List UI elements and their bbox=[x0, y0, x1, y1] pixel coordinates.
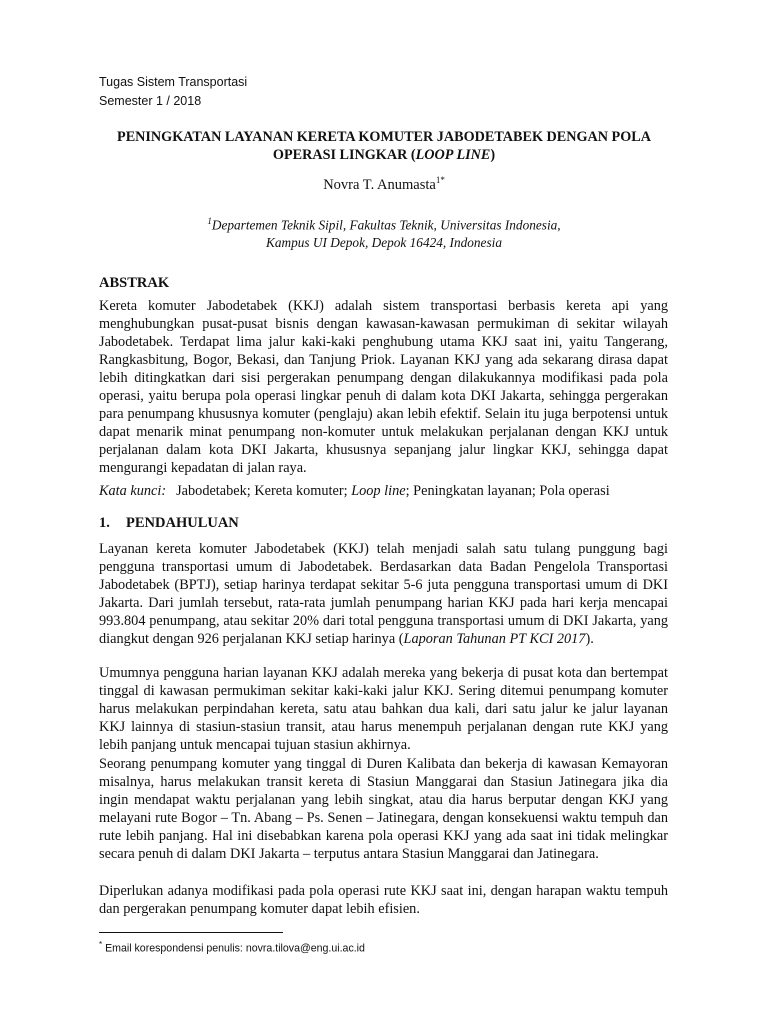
title-line-2 bbox=[90, 146, 678, 164]
keywords-label: Kata kunci: bbox=[99, 483, 167, 499]
affiliation-text-1: Departemen Teknik Sipil, Fakultas Teknik, Universitas Indonesia, bbox=[211, 217, 561, 233]
title-line-2-text: OPERASI LINGKAR ( bbox=[272, 147, 416, 163]
affiliation-line-1 bbox=[90, 212, 678, 234]
paragraph-1-end: ). bbox=[585, 631, 594, 647]
keywords-text-end: ; Peningkatan layanan; Pola operasi bbox=[405, 483, 610, 499]
author bbox=[90, 175, 678, 194]
footnote-divider bbox=[99, 932, 283, 933]
title-line-2-end: ) bbox=[490, 147, 496, 163]
section-heading bbox=[99, 515, 239, 532]
footnote-text: Email korespondensi penulis: novra.tilova@eng.ui.ac.id bbox=[105, 942, 365, 955]
footnote bbox=[99, 940, 365, 955]
paragraph-1-text: Layanan kereta komuter Jabodetabek (KKJ) telah menjadi salah satu tulang punggung bagi pengguna transportasi umum di Jabodetabek. Berdasarkan data Badan Pengelola Transportasi Jabodetabek (BPTJ), setiap harinya terdapat sekitar 5-6 juta pengguna transportasi umum di DKI Jakarta. Dari jumlah tersebut, rata-rata jumlah penumpang harian KKJ pada hari kerja mencapai 993.804 penumpang, atau sekitar 20% dari total pengguna transportasi umum di DKI Jakarta, yang diangkut dengan 926 perjalanan KKJ setiap harinya ( bbox=[99, 541, 668, 647]
paragraph-4: Diperlukan adanya modifikasi pada pola operasi rute KKJ saat ini, dengan harapan waktu tempuh dan pergerakan penumpang komuter dapat lebih efisien. bbox=[99, 883, 668, 917]
title-line-1: PENINGKATAN LAYANAN KERETA KOMUTER JABODETABEK DENGAN POLA bbox=[117, 129, 651, 145]
affiliation-line-2: Kampus UI Depok, Depok 16424, Indonesia bbox=[266, 235, 502, 251]
abstract-heading: ABSTRAK bbox=[99, 275, 170, 291]
paragraph-2: Umumnya pengguna harian layanan KKJ adalah mereka yang bekerja di pusat kota dan bertempat tinggal di kawasan permukiman sekitar kaki-kaki jalur KKJ. Sering ditemui penumpang komuter harus melakukan perpindahan kereta, satu atau bahkan dua kali, dari satu jalur ke jalur layanan KKJ lainnya di stasiun-stasiun transit, atau harus menempuh perjalanan dengan rute KKJ yang lebih panjang untuk mencapai tujuan stasiun akhirnya. bbox=[99, 665, 668, 753]
section-number: 1. bbox=[99, 515, 110, 531]
footnote-marker: * bbox=[99, 940, 103, 949]
keywords bbox=[99, 483, 610, 500]
paragraph-1 bbox=[99, 540, 668, 648]
section-title: PENDAHULUAN bbox=[126, 515, 239, 531]
affiliation-superscript: 1 bbox=[207, 216, 212, 226]
author-name: Novra T. Anumasta bbox=[323, 176, 436, 193]
semester-label: Semester 1 / 2018 bbox=[99, 94, 202, 108]
author-superscript: 1* bbox=[435, 175, 445, 185]
citation: Laporan Tahunan PT KCI 2017 bbox=[403, 631, 586, 647]
paragraph-3: Seorang penumpang komuter yang tinggal di Duren Kalibata dan bekerja di kawasan Kemayoran misalnya, harus melakukan transit kereta di Stasiun Manggarai dan Stasiun Jatinegara jika dia ingin mendapat waktu perjalanan yang lebih singkat, atau dia harus berputar dengan KKJ yang melayani rute Bogor – Tn. Abang – Ps. Senen – Jatinegara, dengan konsekuensi waktu tempuh dan rute lebih panjang. Hal ini disebabkan karena pola operasi KKJ yang ada saat ini tidak melingkar secara penuh di dalam DKI Jakarta – terputus antara Stasiun Manggarai dan Jatinegara. bbox=[99, 756, 668, 862]
paper-title bbox=[90, 128, 678, 164]
abstract-text: Kereta komuter Jabodetabek (KKJ) adalah sistem transportasi berbasis kereta api yang menghubungkan pusat-pusat bisnis dengan kawasan-kawasan permukiman di sekitar wilayah Jabodetabek. Terdapat lima jalur kaki-kaki penghubung utama KKJ saat ini, yaitu Tangerang, Rangkasbitung, Bogor, Bekasi, dan Tanjung Priok. Layanan KKJ yang ada sekarang dirasa dapat lebih ditingkatkan dari sisi pergerakan penumpang dengan dilakukannya modifikasi pada pola operasi, yaitu berupa pola operasi lingkar penuh di dalam kota DKI Jakarta, sehingga pergerakan para penumpang khususnya komuter (penglaju) akan lebih efektif. Selain itu juga berpotensi untuk dapat menarik minat penumpang non-komuter untuk melakukan perjalanan dengan KKJ untuk perjalanan dalam kota DKI Jakarta, khususnya sepanjang jalur lingkar KKJ, sehingga dapat mengurangi kepadatan di jalan raya. bbox=[99, 298, 668, 476]
keywords-text: Jabodetabek; Kereta komuter; bbox=[176, 483, 352, 499]
document-header bbox=[99, 73, 247, 111]
title-loop-line: LOOP LINE bbox=[415, 147, 491, 163]
keywords-italic: Loop line bbox=[351, 483, 406, 499]
affiliation bbox=[90, 212, 678, 252]
course-title: Tugas Sistem Transportasi bbox=[99, 75, 248, 89]
